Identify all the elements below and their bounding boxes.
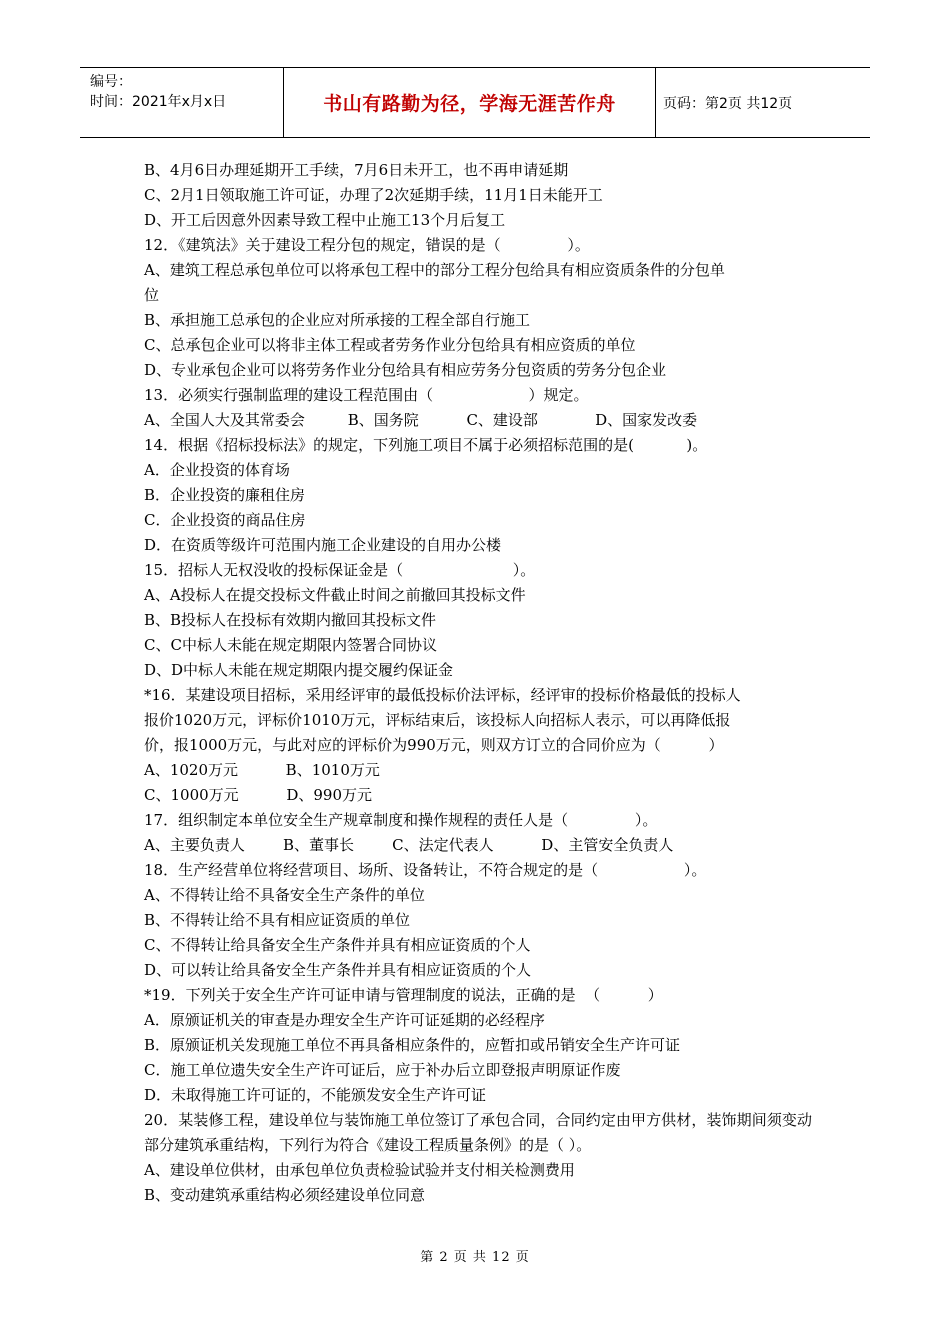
text-line: B、不得转让给不具有相应证资质的单位 — [144, 911, 411, 929]
motto: 书山有路勤为径，学海无涯苦作舟 — [323, 93, 616, 115]
header-motto-cell — [283, 68, 656, 137]
header-meta — [80, 68, 283, 137]
text-line: D、开工后因意外因素导致工程中止施工13个月后复工 — [144, 211, 506, 229]
text-line: B．原颁证机关发现施工单位不再具备相应条件的，应暂扣或吊销安全生产许可证 — [144, 1036, 681, 1054]
question-20-option-b: B、变动建筑承重结构必须经建设单位同意 — [144, 1186, 426, 1204]
page-header — [80, 67, 870, 138]
text-line: 13．必须实行强制监理的建设工程范围由（ ）规定。 — [144, 386, 589, 404]
text-line: *16．某建设项目招标，采用经评审的最低投标价法评标，经评审的投标价格最低的投标人 — [144, 686, 741, 704]
text-line: 12．《建筑法》关于建设工程分包的规定，错误的是（ ）。 — [144, 236, 590, 254]
question-lines — [144, 158, 812, 1108]
header-page-cell — [655, 68, 870, 137]
text-line: D．在资质等级许可范围内施工企业建设的自用办公楼 — [144, 536, 502, 554]
page-footer: 第 2 页 共 12 页 — [420, 1250, 530, 1265]
text-line: C、不得转让给具备安全生产条件并具有相应证资质的个人 — [144, 936, 531, 954]
text-line: C、C中标人未能在规定期限内签署合同协议 — [144, 636, 437, 654]
text-line: D、可以转让给具备安全生产条件并具有相应证资质的个人 — [144, 961, 532, 979]
document-body — [144, 158, 812, 1208]
text-line: 17．组织制定本单位安全生产规章制度和操作规程的责任人是（ ）。 — [144, 811, 658, 829]
text-line: A．原颁证机关的审查是办理安全生产许可证延期的必经程序 — [144, 1011, 545, 1029]
text-line: *19．下列关于安全生产许可证申请与管理制度的说法，正确的是 （ ） — [144, 986, 663, 1004]
time-label: 时间：2021年x月x日 — [90, 94, 227, 110]
text-line: 15．招标人无权没收的投标保证金是（ ）。 — [144, 561, 536, 579]
text-line: A、全国人大及其常委会 B、国务院 C、建设部 D、国家发改委 — [144, 411, 698, 429]
text-line: A、1020万元 B、1010万元 — [144, 761, 380, 779]
text-line: A、A投标人在提交投标文件截止时间之前撤回其投标文件 — [144, 586, 526, 604]
text-line: C．施工单位遗失安全生产许可证后，应于补办后立即登报声明原证作废 — [144, 1061, 621, 1079]
text-line: A、主要负责人 B、董事长 C、法定代表人 D、主管安全负责人 — [144, 836, 674, 854]
text-line: B、4月6日办理延期开工手续，7月6日未开工，也不再申请延期 — [144, 161, 569, 179]
text-line: 报价1020万元，评标价1010万元，评标结束后，该投标人向招标人表示，可以再降低报 — [144, 711, 731, 729]
text-line: 价，报1000万元，与此对应的评标价为990万元，则双方订立的合同价应为（ ） — [144, 736, 724, 754]
question-20-option-a: A、建设单位供材，由承包单位负责检验试验并支付相关检测费用 — [144, 1161, 575, 1179]
text-line: 18．生产经营单位将经营项目、场所、设备转让，不符合规定的是（ ）。 — [144, 861, 707, 879]
text-line: D、专业承包企业可以将劳务作业分包给具有相应劳务分包资质的劳务分包企业 — [144, 361, 667, 379]
text-line: 位 — [144, 286, 160, 304]
text-line: A、不得转让给不具备安全生产条件的单位 — [144, 886, 425, 904]
text-line: D、D中标人未能在规定期限内提交履约保证金 — [144, 661, 454, 679]
question-20-text: 20．某装修工程，建设单位与装饰施工单位签订了承包合同，合同约定由甲方供材，装饰期间须变动部分建筑承重结构，下列行为符合《建设工程质量条例》的是（ ）。 — [144, 1111, 812, 1154]
text-line: A．企业投资的体育场 — [144, 461, 290, 479]
text-line: B、B投标人在投标有效期内撤回其投标文件 — [144, 611, 437, 629]
number-label: 编号： — [90, 74, 132, 90]
text-line: A、建筑工程总承包单位可以将承包工程中的部分工程分包给具有相应资质条件的分包单 — [144, 261, 725, 279]
text-line: C、1000万元 D、990万元 — [144, 786, 372, 804]
text-line: 14．根据《招标投标法》的规定，下列施工项目不属于必须招标范围的是( )。 — [144, 436, 708, 454]
text-line: B、承担施工总承包的企业应对所承接的工程全部自行施工 — [144, 311, 531, 329]
page-info: 页码：第2页 共12页 — [663, 95, 793, 112]
text-line: C、2月1日领取施工许可证，办理了2次延期手续，11月1日未能开工 — [144, 186, 603, 204]
text-line: B．企业投资的廉租住房 — [144, 486, 306, 504]
text-line: C．企业投资的商品住房 — [144, 511, 306, 529]
text-line: C、总承包企业可以将非主体工程或者劳务作业分包给具有相应资质的单位 — [144, 336, 636, 354]
text-line: D．未取得施工许可证的，不能颁发安全生产许可证 — [144, 1086, 487, 1104]
